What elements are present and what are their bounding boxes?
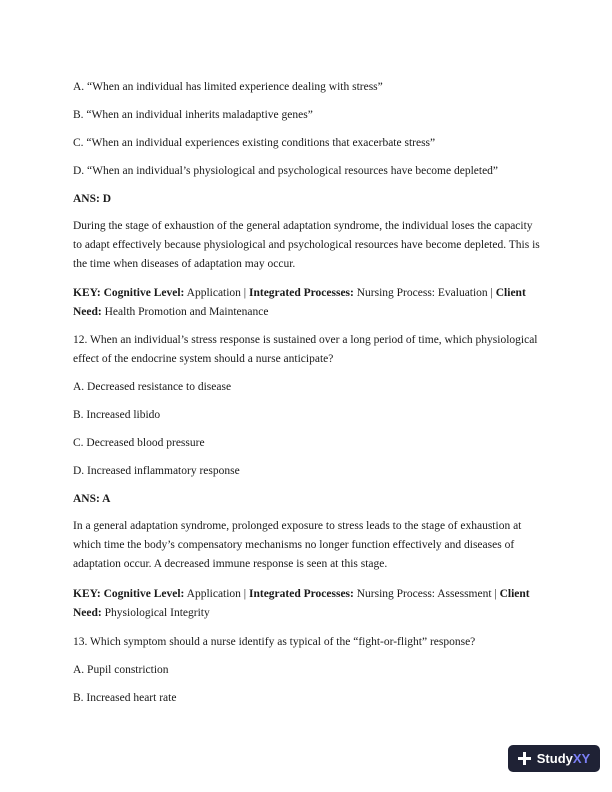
q11-rationale-line: During the stage of exhaustion of the general adaptation syndrome, the individual loses the capacity	[73, 220, 533, 232]
q11-rationale-line: to adapt effectively because physiological and psychological resources have become depleted. This is	[73, 239, 540, 251]
q11-option-b: B. “When an individual inherits maladaptive genes”	[73, 109, 313, 121]
watermark-brand-accent: XY	[572, 751, 591, 766]
integrated-processes-value: Nursing Process: Evaluation |	[356, 287, 493, 299]
q11-key-line	[73, 286, 526, 300]
integrated-processes-label: Integrated Processes:	[249, 588, 354, 600]
q12-answer: ANS: A	[73, 493, 111, 505]
client-label: Client	[495, 287, 526, 299]
studyxy-watermark[interactable]	[508, 745, 600, 772]
q12-option-c: C. Decreased blood pressure	[73, 437, 205, 449]
q12-rationale-line: adaptation occur. A decreased immune response is seen at this stage.	[73, 558, 388, 570]
q13-option-b: B. Increased heart rate	[73, 692, 177, 704]
watermark-brand	[537, 751, 590, 766]
q11-rationale-line: the time when diseases of adaptation may occur.	[73, 258, 296, 270]
q11-answer: ANS: D	[73, 193, 112, 205]
q12-option-a: A. Decreased resistance to disease	[73, 381, 232, 393]
integrated-processes-label: Integrated Processes:	[249, 287, 354, 299]
q12-question-line: effect of the endocrine system should a nurse anticipate?	[73, 353, 334, 365]
q11-option-d: D. “When an individual’s physiological and psychological resources have become depleted”	[73, 165, 499, 177]
need-value: Physiological Integrity	[104, 607, 210, 619]
q12-rationale-line: which time the body’s compensatory mechanisms no longer function effectively and diseases of	[73, 539, 515, 551]
q12-key-line	[73, 587, 530, 601]
integrated-processes-value: Nursing Process: Assessment |	[356, 588, 497, 600]
client-label: Client	[499, 588, 530, 600]
q11-option-a: A. “When an individual has limited experience dealing with stress”	[73, 81, 383, 93]
q13-question: 13. Which symptom should a nurse identify as typical of the “fight-or-flight” response?	[73, 636, 476, 648]
need-label: Need:	[73, 607, 102, 619]
cognitive-level-value: Application |	[186, 287, 247, 299]
watermark-brand-main: Study	[536, 751, 573, 766]
q12-rationale-line: In a general adaptation syndrome, prolonged exposure to stress leads to the stage of exhaustion at	[73, 520, 522, 532]
cognitive-level-value: Application |	[186, 588, 247, 600]
plus-icon	[518, 752, 531, 765]
need-value: Health Promotion and Maintenance	[104, 306, 269, 318]
cognitive-level-label: Cognitive Level:	[103, 588, 185, 600]
q13-option-a: A. Pupil constriction	[73, 664, 169, 676]
key-label: KEY:	[73, 588, 101, 600]
key-label: KEY:	[73, 287, 101, 299]
q12-question-line: 12. When an individual’s stress response is sustained over a long period of time, which physiological	[73, 334, 538, 346]
q11-option-c: C. “When an individual experiences existing conditions that exacerbate stress”	[73, 137, 436, 149]
q12-option-d: D. Increased inflammatory response	[73, 465, 240, 477]
q12-option-b: B. Increased libido	[73, 409, 161, 421]
q12-need-line	[73, 606, 210, 620]
q11-need-line	[73, 305, 268, 319]
need-label: Need:	[73, 306, 102, 318]
cognitive-level-label: Cognitive Level:	[103, 287, 185, 299]
